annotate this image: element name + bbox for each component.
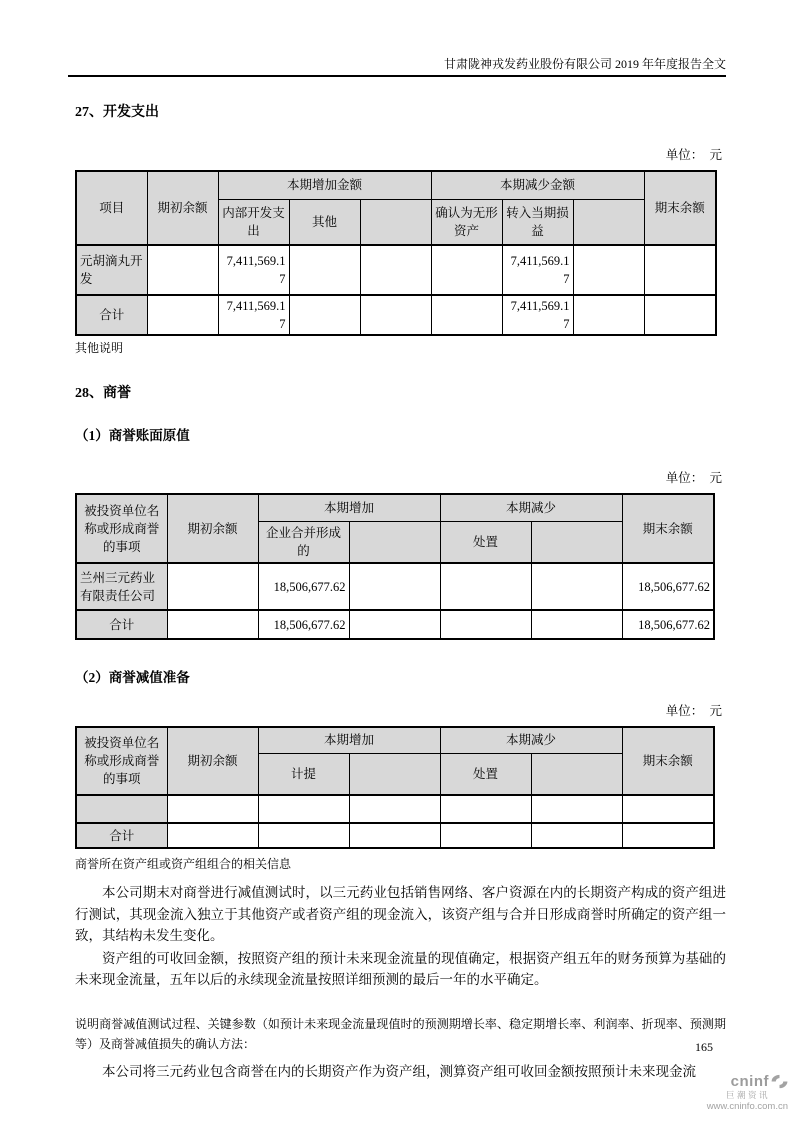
cninfo-logo-url: www.cninfo.com.cn — [706, 1101, 788, 1112]
column-header-transfer-pl: 转入当期损益 — [502, 199, 573, 245]
column-header-other: 其他 — [289, 199, 360, 245]
column-header-increase-group: 本期增加金额 — [218, 171, 431, 199]
goodwill-impairment-table — [75, 726, 715, 849]
goodwill-paragraph-1: 本公司期末对商誉进行减值测试时，以三元药业包括销售网络、客户资源在内的长期资产构成的资产组进行测试，其现金流入独立于其他资产或者资产组的现金流入，该资产组与合并日形成商誉时所确定的资产组一致，其结构未发生变化。 — [75, 885, 726, 943]
table-cell — [573, 295, 644, 335]
table-cell — [440, 610, 531, 639]
goodwill-original-value-table — [75, 493, 715, 640]
impairment-method-note: 说明商誉减值测试过程、关键参数（如预计未来现金流量现值时的预测期增长率、稳定期增长率、利润率、折现率、预测期等）及商誉减值损失的确认方法： — [75, 1016, 726, 1051]
development-expenditure-table — [75, 170, 717, 336]
cninfo-logo — [707, 1074, 788, 1113]
section-28-title: 28、商誉 — [75, 386, 131, 401]
table-cell — [167, 823, 258, 848]
table-cell: 18,506,677.62 — [622, 563, 714, 610]
table-cell — [622, 795, 714, 823]
column-header-investee: 被投资单位名称或形成商誉的事项 — [76, 727, 167, 795]
table-cell: 7,411,569.17 — [218, 295, 289, 335]
table-cell — [531, 563, 622, 610]
table-header-row — [76, 727, 714, 753]
column-header-blank — [531, 753, 622, 795]
column-header-disposal: 处置 — [440, 753, 531, 795]
table-cell — [289, 245, 360, 295]
table-cell — [349, 823, 440, 848]
table-cell: 兰州三元药业有限责任公司 — [76, 563, 167, 610]
column-header-intangible: 确认为无形资产 — [431, 199, 502, 245]
table-cell: 7,411,569.17 — [502, 245, 573, 295]
table-cell — [167, 795, 258, 823]
section-27-title: 27、开发支出 — [75, 105, 159, 120]
column-header-investee: 被投资单位名称或形成商誉的事项 — [76, 494, 167, 563]
column-header-increase-group: 本期增加 — [258, 727, 440, 753]
column-header-business-combination: 企业合并形成的 — [258, 521, 349, 563]
table-row — [76, 795, 714, 823]
cninfo-logo-text: cninf — [730, 1073, 769, 1090]
table-cell: 18,506,677.62 — [258, 610, 349, 639]
column-header-ending-balance: 期末余额 — [622, 494, 714, 563]
column-header-beginning-balance: 期初余额 — [167, 727, 258, 795]
table-cell — [440, 563, 531, 610]
table-cell — [531, 795, 622, 823]
column-header-disposal: 处置 — [440, 521, 531, 563]
table-cell — [349, 795, 440, 823]
column-header-beginning-balance: 期初余额 — [167, 494, 258, 563]
table-cell — [76, 795, 167, 823]
table-row — [76, 245, 716, 295]
table-cell — [431, 295, 502, 335]
column-header-beginning-balance: 期初余额 — [147, 171, 218, 245]
table-cell — [349, 563, 440, 610]
column-header-provision: 计提 — [258, 753, 349, 795]
column-header-item: 项目 — [76, 171, 147, 245]
asset-group-note: 商誉所在资产组或资产组组合的相关信息 — [75, 857, 292, 871]
column-header-blank — [349, 753, 440, 795]
table-cell — [349, 610, 440, 639]
table-cell — [167, 610, 258, 639]
table-cell — [289, 295, 360, 335]
table-cell — [431, 245, 502, 295]
column-header-decrease-group: 本期减少金额 — [431, 171, 644, 199]
table-cell: 18,506,677.62 — [622, 610, 714, 639]
unit-label-1: 单位： 元 — [665, 148, 722, 162]
table-cell — [531, 610, 622, 639]
goodwill-paragraph-3: 本公司将三元药业包含商誉在内的长期资产作为资产组，测算资产组可收回金额按照预计未来现金流 — [102, 1063, 696, 1079]
table-cell: 合计 — [76, 295, 147, 335]
table-cell: 合计 — [76, 823, 167, 848]
table-cell — [147, 245, 218, 295]
table-cell — [147, 295, 218, 335]
table-cell — [360, 245, 431, 295]
goodwill-original-value-title: （1）商誉账面原值 — [75, 428, 190, 443]
table-cell: 元胡滴丸开发 — [76, 245, 147, 295]
swirl-icon — [771, 1074, 788, 1089]
cninfo-logo-subtitle: 巨潮资讯 — [725, 1090, 770, 1100]
column-header-ending-balance: 期末余额 — [622, 727, 714, 795]
column-header-decrease-group: 本期减少 — [440, 727, 622, 753]
table-cell — [644, 245, 716, 295]
column-header-ending-balance: 期末余额 — [644, 171, 716, 245]
column-header-blank — [349, 521, 440, 563]
column-header-internal-dev: 内部开发支出 — [218, 199, 289, 245]
unit-label-2: 单位： 元 — [665, 471, 722, 485]
table-cell — [440, 795, 531, 823]
table-row — [76, 563, 714, 610]
table-cell — [167, 563, 258, 610]
page-number: 165 — [695, 1040, 713, 1054]
table-header-row — [76, 171, 716, 199]
column-header-blank — [360, 199, 431, 245]
goodwill-impairment-title: （2）商誉减值准备 — [75, 670, 190, 685]
column-header-blank — [531, 521, 622, 563]
column-header-decrease-group: 本期减少 — [440, 494, 622, 521]
table-cell — [360, 295, 431, 335]
table-cell — [573, 245, 644, 295]
table-cell — [644, 295, 716, 335]
table-cell — [258, 795, 349, 823]
column-header-blank — [573, 199, 644, 245]
table-cell: 7,411,569.17 — [502, 295, 573, 335]
table-cell — [622, 823, 714, 848]
column-header-increase-group: 本期增加 — [258, 494, 440, 521]
goodwill-paragraph-2: 资产组的可收回金额，按照资产组的预计未来现金流量的现值确定，根据资产组五年的财务预算为基础的未来现金流量，五年以后的永续现金流量按照详细预测的最后一年的水平确定。 — [75, 950, 726, 987]
table-cell: 7,411,569.17 — [218, 245, 289, 295]
table-cell: 合计 — [76, 610, 167, 639]
table-cell: 18,506,677.62 — [258, 563, 349, 610]
other-note: 其他说明 — [75, 341, 124, 355]
table-header-row — [76, 494, 714, 521]
table-total-row — [76, 823, 714, 848]
table-total-row — [76, 295, 716, 335]
table-cell — [258, 823, 349, 848]
report-header-title: 甘肃陇神戎发药业股份有限公司 2019 年年度报告全文 — [68, 0, 726, 77]
table-total-row — [76, 610, 714, 639]
table-cell — [440, 823, 531, 848]
table-cell — [531, 823, 622, 848]
unit-label-3: 单位： 元 — [665, 704, 722, 718]
